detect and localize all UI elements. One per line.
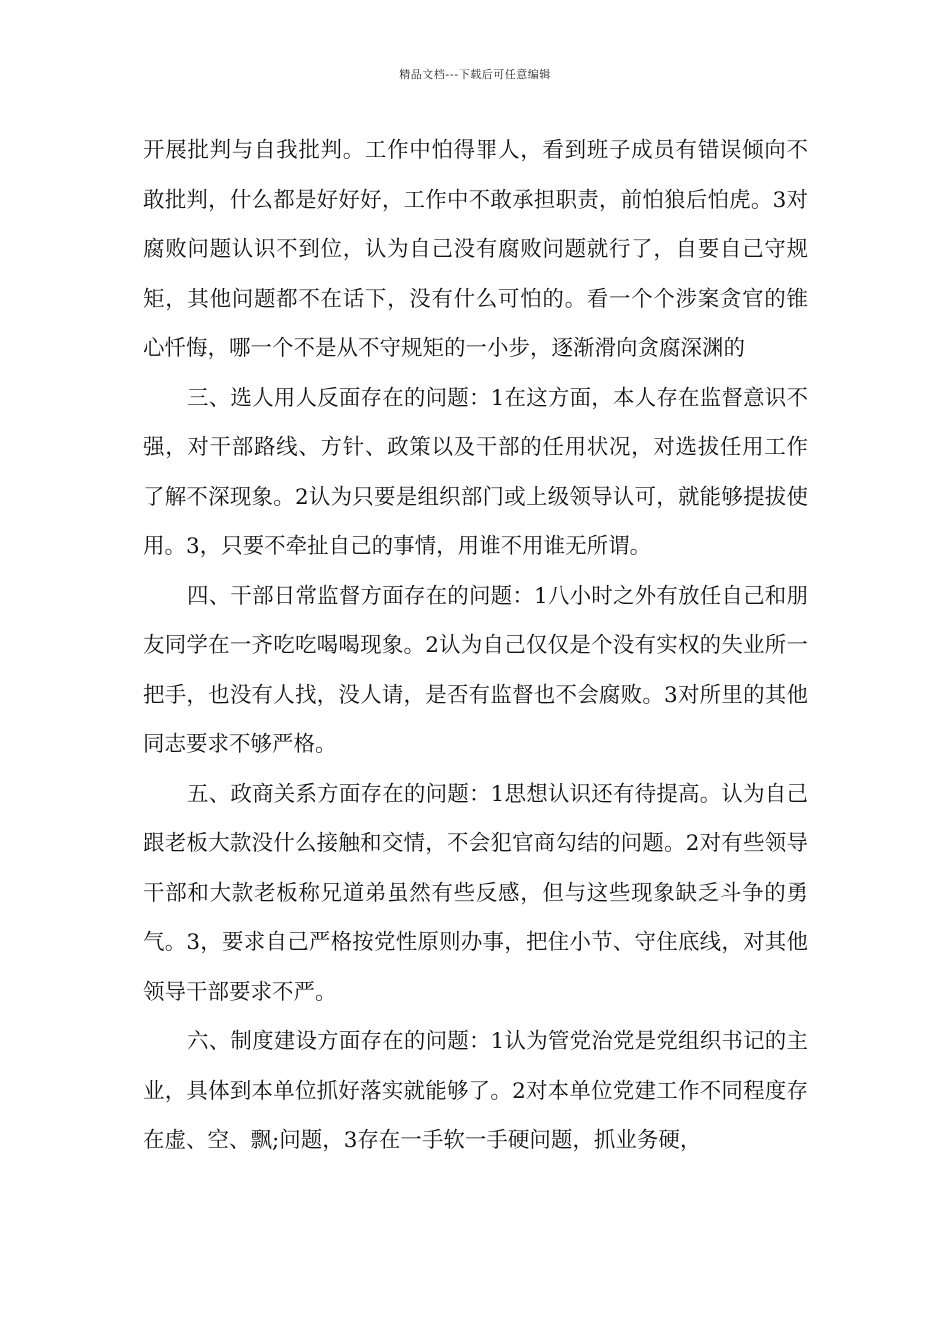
paragraph-section-6: 六、制度建设方面存在的问题：1认为管党治党是党组织书记的主业，具体到本单位抓好落实就能够了。2对本单位党建工作不同程度存在虚、空、飘;问题，3存在一手软一手硬问题，抓业务硬， [143, 1029, 808, 1153]
document-body [143, 126, 808, 1166]
paragraph-section-4: 四、干部日常监督方面存在的问题：1八小时之外有放任自己和朋友同学在一齐吃吃喝喝现象。2认为自己仅仅是个没有实权的失业所一把手，也没有人找，没人请，是否有监督也不会腐败。3对所里的其他同志要求不够严格。 [143, 583, 808, 757]
paragraph-continuation: 开展批判与自我批判。工作中怕得罪人，看到班子成员有错误倾向不敢批判，什么都是好好好，工作中不敢承担职责，前怕狼后怕虎。3对腐败问题认识不到位，认为自己没有腐败问题就行了，自要自己守规矩，其他问题都不在话下，没有什么可怕的。看一个个涉案贪官的锥心忏悔，哪一个不是从不守规矩的一小步，逐渐滑向贪腐深渊的 [143, 138, 808, 361]
page-header: 精品文档---下载后可任意编辑 [399, 68, 551, 81]
paragraph-section-5: 五、政商关系方面存在的问题：1思想认识还有待提高。认为自己跟老板大款没什么接触和交情，不会犯官商勾结的问题。2对有些领导干部和大款老板称兄道弟虽然有些反感，但与这些现象缺乏斗争的勇气。3，要求自己严格按党性原则办事，把住小节、守住底线，对其他领导干部要求不严。 [143, 781, 808, 1005]
paragraph-section-3: 三、选人用人反面存在的问题：1在这方面，本人存在监督意识不强，对干部路线、方针、政策以及干部的任用状况，对选拔任用工作了解不深现象。2认为只要是组织部门或上级领导认可，就能够提拔使用。3，只要不牵扯自己的事情，用谁不用谁无所谓。 [143, 385, 808, 559]
